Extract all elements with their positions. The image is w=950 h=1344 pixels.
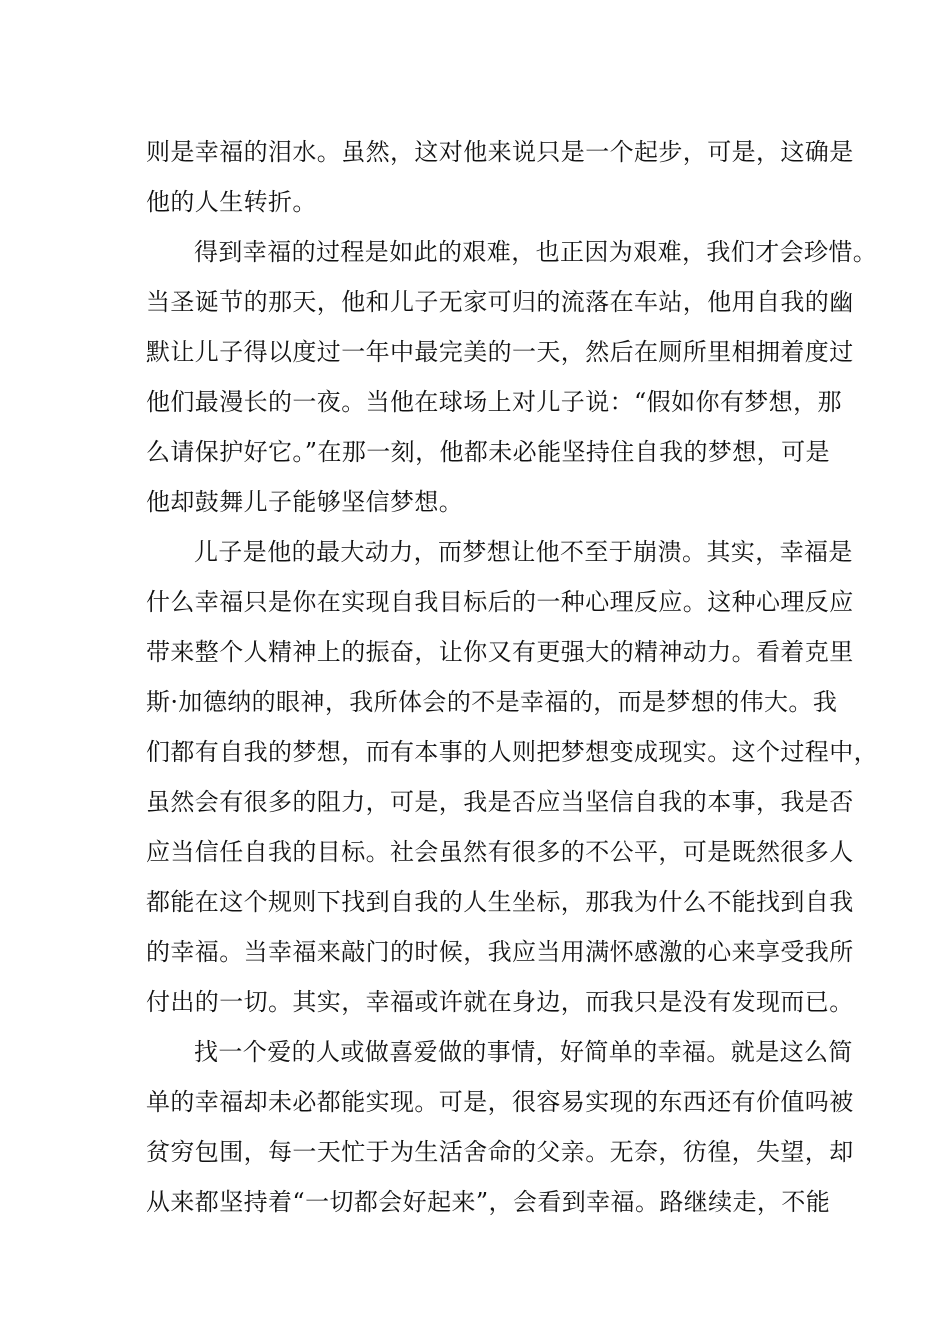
text-line: 么请保护好它。”在那一刻，他都未必能坚持住自我的梦想，可是 (146, 438, 830, 466)
text-line: 们都有自我的梦想，而有本事的人则把梦想变成现实。这个过程中， (146, 738, 878, 766)
text-line: 带来整个人精神上的振奋，让你又有更强大的精神动力。看着克里 (146, 638, 854, 666)
paragraph-first-line: 得到幸福的过程是如此的艰难，也正因为艰难，我们才会珍惜。 (194, 238, 878, 266)
text-line: 斯·加德纳的眼神，我所体会的不是幸福的，而是梦想的伟大。我 (146, 688, 838, 716)
text-line: 贫穷包围，每一天忙于为生活舍命的父亲。无奈，彷徨，失望，却 (146, 1138, 854, 1166)
text-line: 默让儿子得以度过一年中最完美的一天，然后在厕所里相拥着度过 (146, 338, 854, 366)
body-text (146, 127, 878, 1227)
text-line: 单的幸福却未必都能实现。可是，很容易实现的东西还有价值吗被 (146, 1088, 854, 1116)
text-line: 他却鼓舞儿子能够坚信梦想。 (146, 488, 464, 516)
paragraph-first-line: 儿子是他的最大动力，而梦想让他不至于崩溃。其实，幸福是 (194, 538, 853, 566)
text-line: 付出的一切。其实，幸福或许就在身边，而我只是没有发现而已。 (146, 988, 854, 1016)
text-line: 虽然会有很多的阻力，可是，我是否应当坚信自我的本事，我是否 (146, 788, 854, 816)
text-line: 从来都坚持着“一切都会好起来”，会看到幸福。路继续走，不能 (146, 1188, 831, 1216)
text-line: 什么幸福只是你在实现自我目标后的一种心理反应。这种心理反应 (146, 588, 854, 616)
paragraph-first-line: 找一个爱的人或做喜爱做的事情，好简单的幸福。就是这么简 (194, 1038, 853, 1066)
text-line: 当圣诞节的那天，他和儿子无家可归的流落在车站，他用自我的幽 (146, 288, 854, 316)
text-line: 则是幸福的泪水。虽然，这对他来说只是一个起步，可是，这确是 (146, 138, 854, 166)
text-line: 他的人生转折。 (146, 188, 317, 216)
text-line: 他们最漫长的一夜。当他在球场上对儿子说：“假如你有梦想，那 (146, 388, 842, 416)
text-line: 都能在这个规则下找到自我的人生坐标，那我为什么不能找到自我 (146, 888, 854, 916)
text-line: 的幸福。当幸福来敲门的时候，我应当用满怀感激的心来享受我所 (146, 938, 854, 966)
text-line: 应当信任自我的目标。社会虽然有很多的不公平，可是既然很多人 (146, 838, 854, 866)
